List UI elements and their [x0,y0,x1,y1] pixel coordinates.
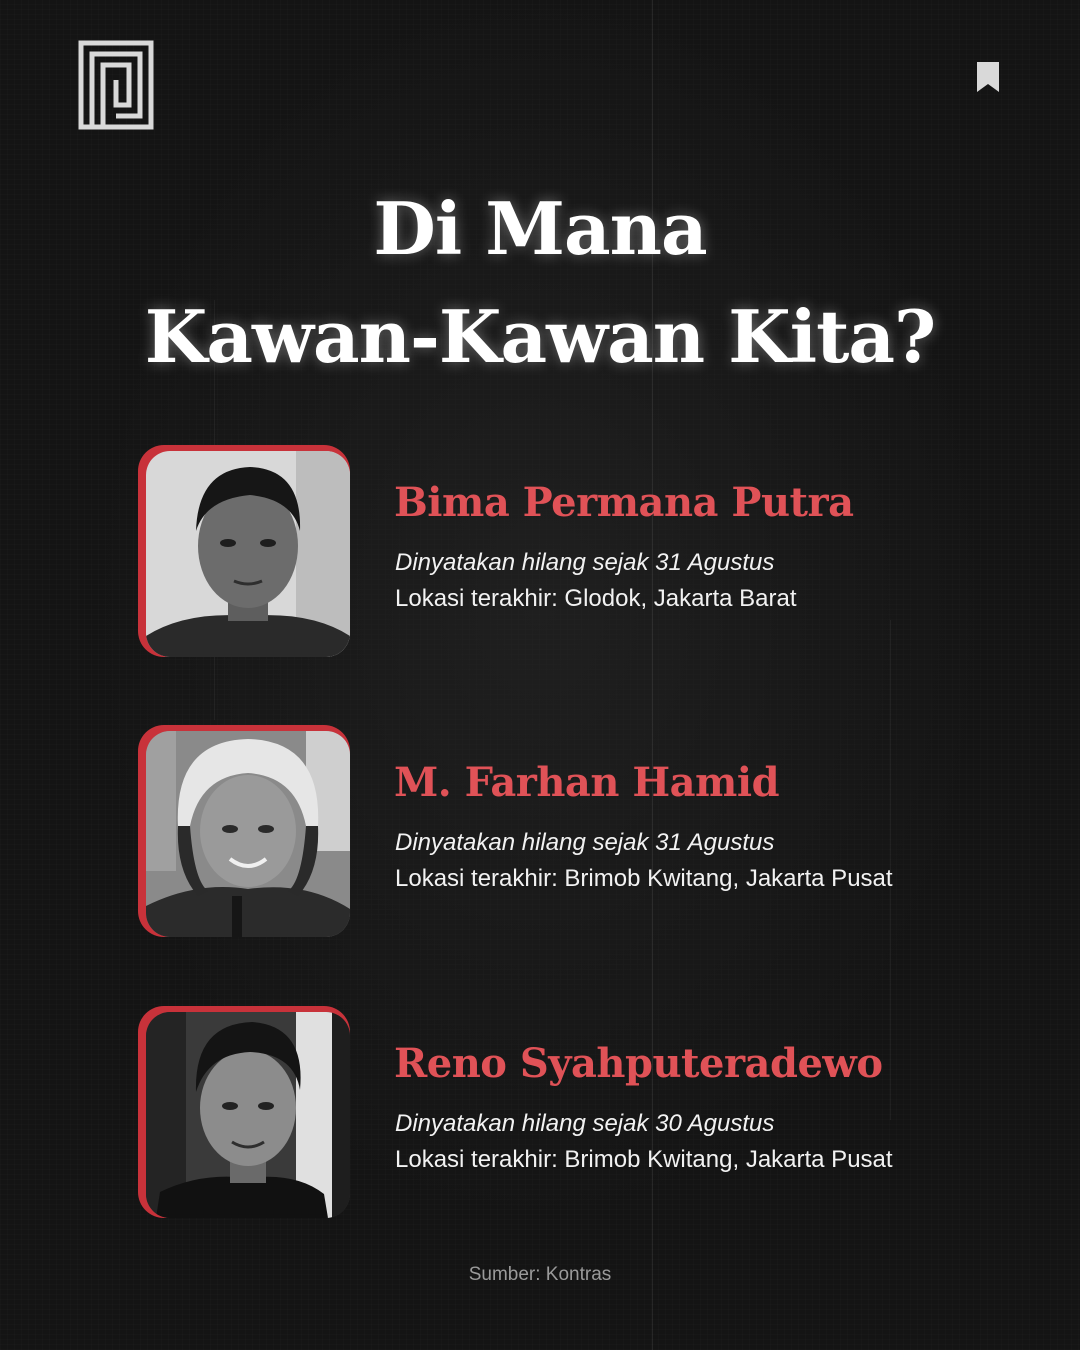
missing-since: Dinyatakan hilang sejak 30 Agustus [395,1110,775,1137]
source-credit: Sumber: Kontras [468,1264,612,1285]
person-card [138,445,978,657]
last-location: Lokasi terakhir: Glodok, Jakarta Barat [395,585,797,612]
photo-frame [138,1006,350,1218]
person-name: Bima Permana Putra [394,479,854,526]
person-card [138,725,978,937]
portrait-photo [146,1012,350,1218]
missing-since: Dinyatakan hilang sejak 31 Agustus [395,549,775,576]
last-location: Lokasi terakhir: Brimob Kwitang, Jakarta Pusat [395,865,893,892]
photo-frame [138,725,350,937]
person-name: M. Farhan Hamid [394,759,780,806]
brand-monogram-icon [78,40,154,130]
missing-since: Dinyatakan hilang sejak 31 Agustus [395,829,775,856]
person-card [138,1006,978,1218]
page-title-line-1: Di Mana [373,186,707,271]
bookmark-icon[interactable] [975,60,1001,94]
portrait-photo [146,451,350,657]
last-location: Lokasi terakhir: Brimob Kwitang, Jakarta Pusat [395,1146,893,1173]
portrait-photo [146,731,350,937]
photo-frame [138,445,350,657]
page-title-line-2: Kawan-Kawan Kita? [144,294,936,379]
person-name: Reno Syahputeradewo [394,1040,883,1087]
